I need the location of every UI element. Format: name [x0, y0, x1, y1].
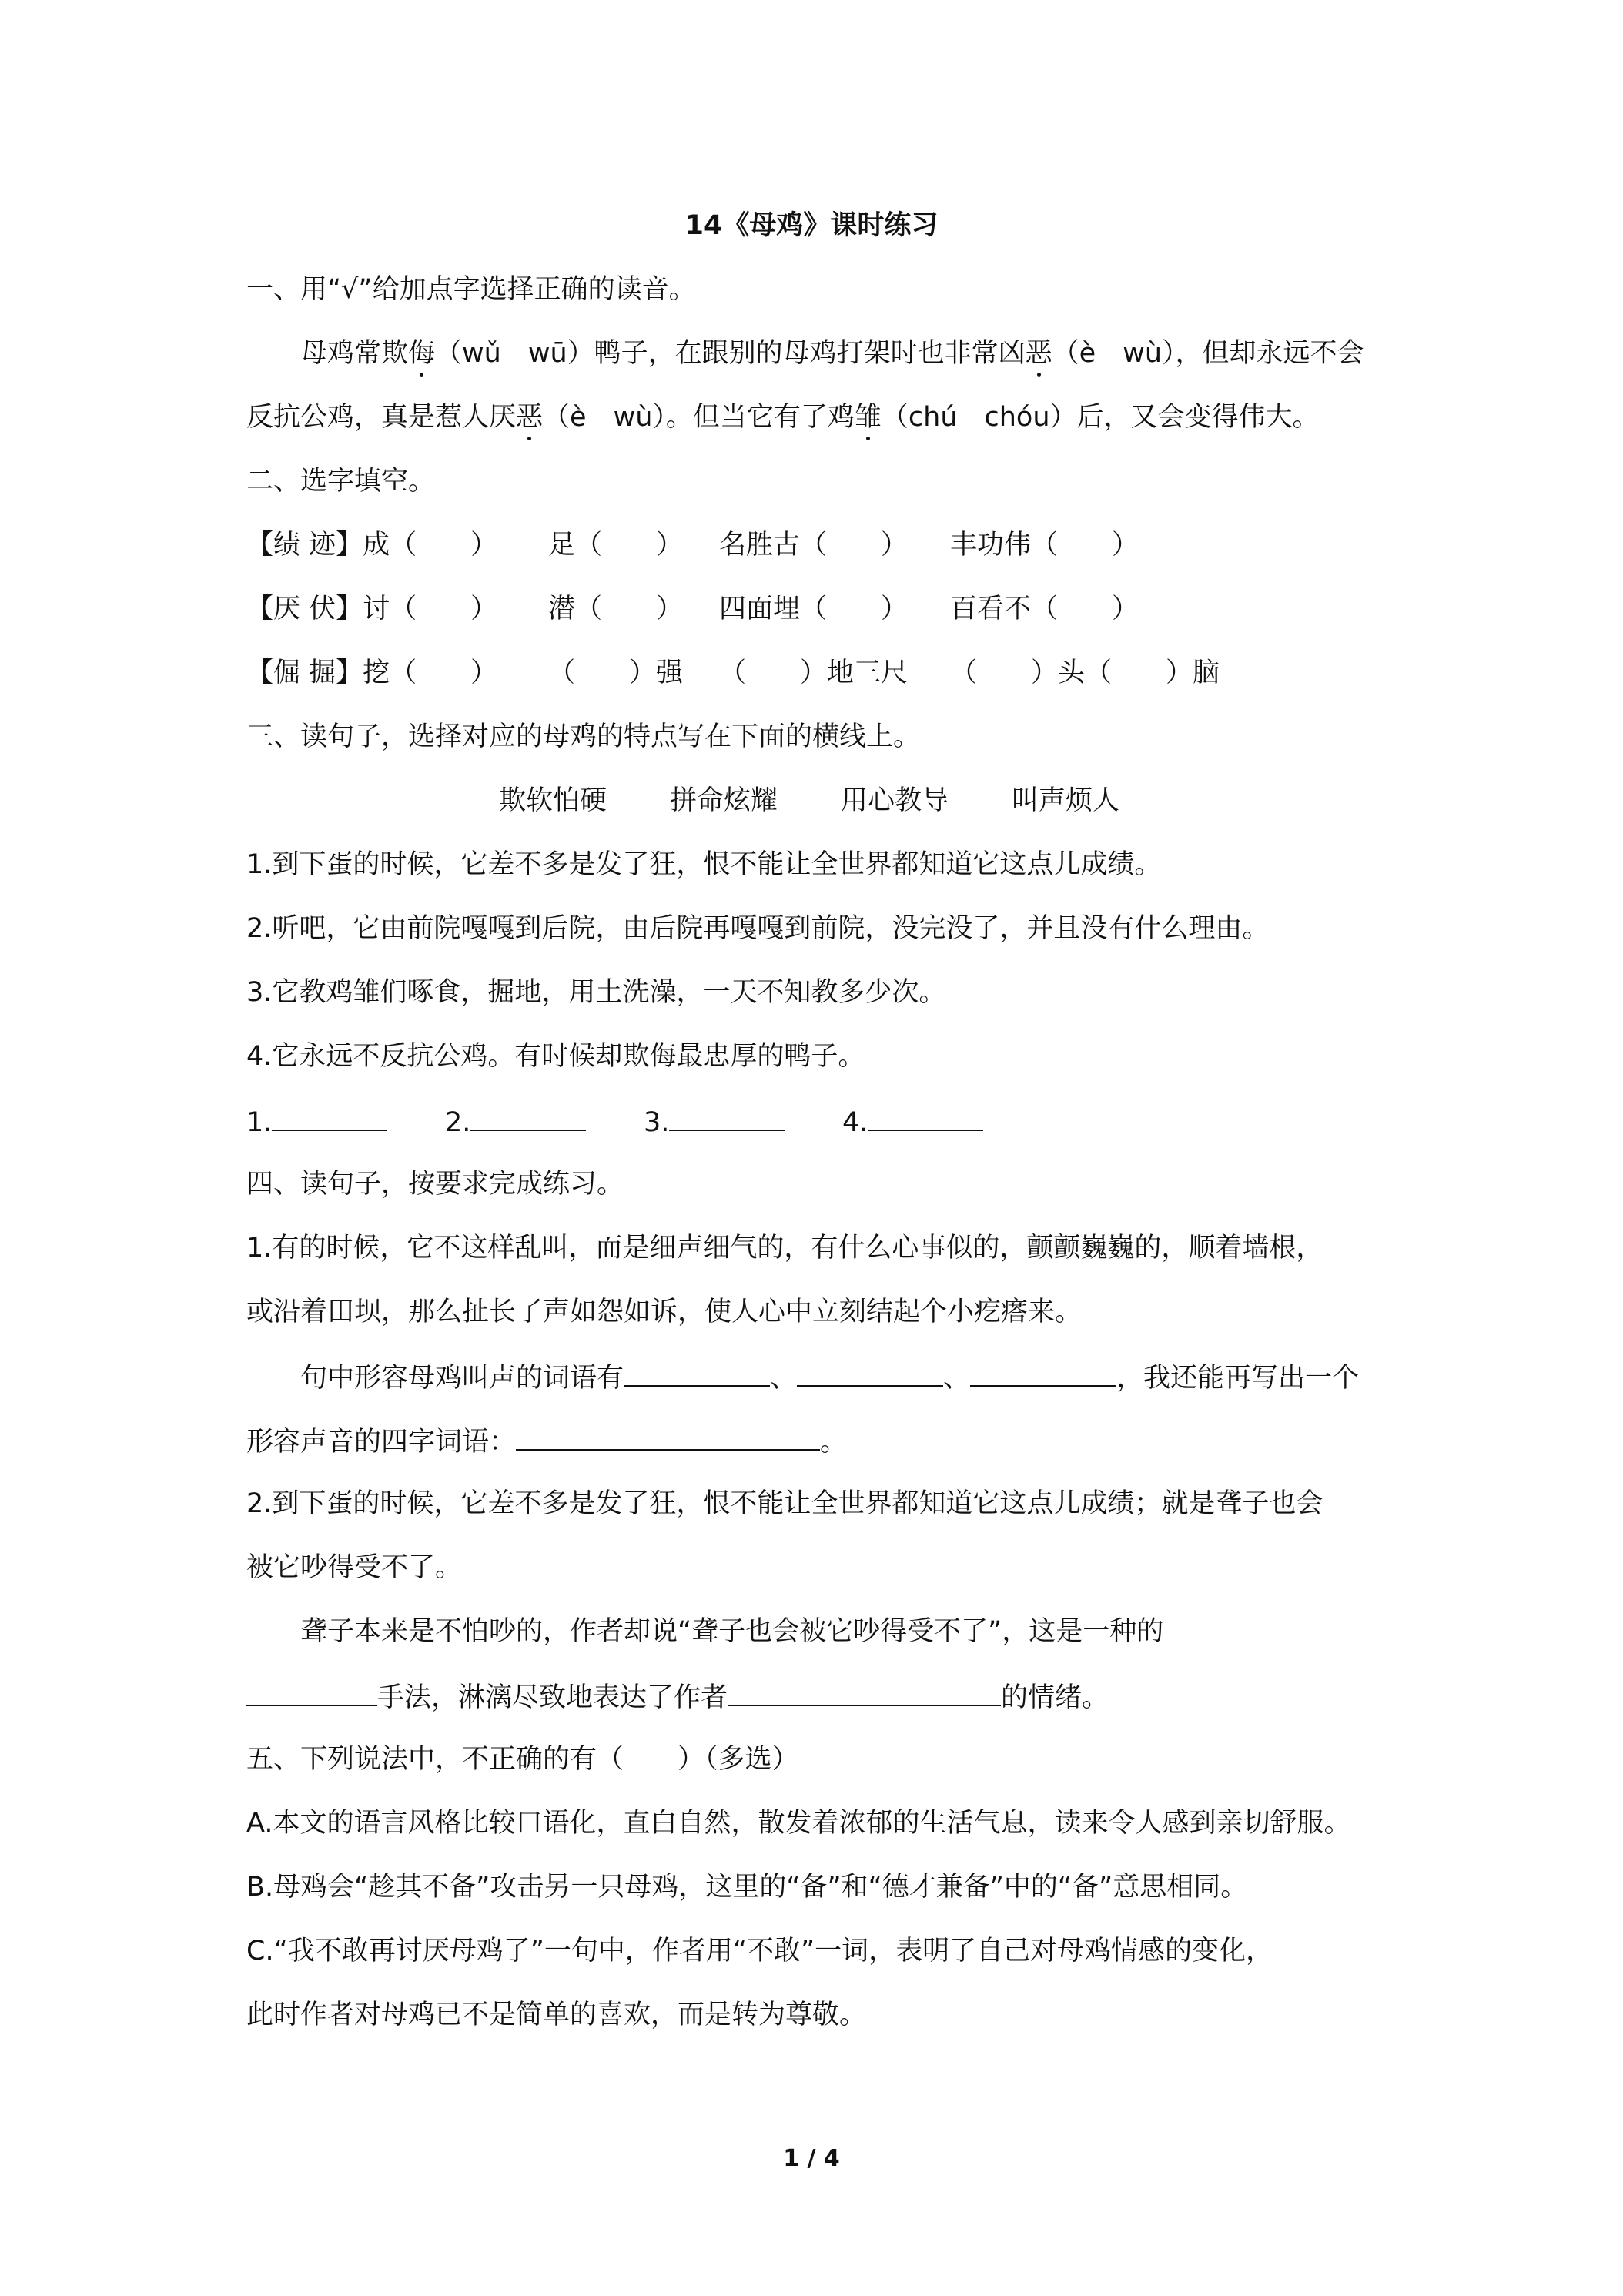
section-3-heading: 三、读句子，选择对应的母鸡的特点写在下面的横线上。	[246, 721, 921, 752]
fill-item: 【倔 掘】挖（ ）	[246, 658, 498, 688]
answer-blank[interactable]	[624, 1359, 770, 1387]
option-a: A.本文的语言风格比较口语化，直白自然，散发着浓郁的生活气息，读来令人感到亲切舒服。	[246, 1808, 1351, 1839]
fill-item: 【绩 迹】成（ ）	[246, 530, 498, 561]
answer-blank[interactable]	[797, 1359, 943, 1387]
option-c-line-1: C.“我不敢再讨厌母鸡了”一句中，作者用“不敢”一词，表明了自己对母鸡情感的变化，	[246, 1936, 1273, 1966]
answer-blank[interactable]	[669, 1103, 785, 1131]
answer-slot: 3.	[644, 1103, 785, 1140]
answer-blank[interactable]	[272, 1103, 387, 1131]
fill-item: 【厌 伏】讨（ ）	[246, 594, 498, 624]
answer-blank[interactable]	[470, 1103, 586, 1131]
fill-item: （ ）头（ ）脑	[950, 658, 1220, 688]
section-1-passage-line-2: 反抗公鸡，真是惹人厌恶（è wù）。但当它有了鸡雏（chú chóu）后，又会变得伟大。	[246, 402, 1320, 433]
section-4-q2-line-1: 2.到下蛋的时候，它差不多是发了狂，恨不能让全世界都知道它这点儿成绩；就是聋子也会	[246, 1488, 1323, 1519]
section-4-q2-prompt: 聋子本来是不怕吵的，作者却说“聋子也会被它吵得受不了”，这是一种的	[300, 1616, 1164, 1647]
answer-blank[interactable]	[970, 1359, 1116, 1387]
answer-blank[interactable]	[868, 1103, 983, 1131]
option-word: 用心教导	[841, 785, 949, 816]
worksheet-title: 14《母鸡》课时练习	[684, 210, 939, 241]
option-b: B.母鸡会“趁其不备”攻击另一只母鸡，这里的“备”和“德才兼备”中的“备”意思相同。	[246, 1872, 1248, 1903]
section-4-q1-answer-line-2: 形容声音的四字词语： 。	[246, 1423, 847, 1459]
option-c-line-2: 此时作者对母鸡已不是简单的喜欢，而是转为尊敬。	[246, 2000, 867, 2030]
section-1-heading: 一、用“√”给加点字选择正确的读音。	[246, 274, 696, 305]
answer-slot: 1.	[246, 1103, 387, 1140]
dotted-char: 雏	[854, 402, 882, 433]
section-2-heading: 二、选字填空。	[246, 466, 436, 497]
dotted-char: 侮	[408, 338, 436, 369]
answer-slot: 4.	[842, 1103, 983, 1140]
section-3-item: 4.它永远不反抗公鸡。有时候却欺侮最忠厚的鸭子。	[246, 1041, 865, 1072]
option-word: 欺软怕硬	[499, 785, 607, 816]
answer-blank[interactable]	[728, 1678, 1001, 1706]
section-4-q1-line-2: 或沿着田坝，那么扯长了声如怨如诉，使人心中立刻结起个小疙瘩来。	[246, 1297, 1083, 1327]
section-4-q1-line-1: 1.有的时候，它不这样乱叫，而是细声细气的，有什么心事似的，颤颤巍巍的，顺着墙根，	[246, 1233, 1323, 1263]
section-4-q2-answer-line: 手法，淋漓尽致地表达了作者 的情绪。	[246, 1678, 1109, 1715]
fill-item: 名胜古（ ）	[719, 530, 909, 561]
section-4-q1-answer-line: 句中形容母鸡叫声的词语有 、 、 ，我还能再写出一个	[300, 1359, 1359, 1395]
dotted-char: 恶	[516, 402, 544, 433]
fill-item: 潜（ ）	[548, 594, 684, 624]
fill-item: （ ）强	[548, 658, 684, 688]
answer-slot: 2.	[445, 1103, 586, 1140]
section-3-item: 3.它教鸡雏们啄食，掘地，用土洗澡，一天不知教多少次。	[246, 977, 946, 1008]
section-5-heading: 五、下列说法中，不正确的有（ ）（多选）	[246, 1744, 799, 1775]
section-4-heading: 四、读句子，按要求完成练习。	[246, 1169, 624, 1200]
fill-item: 四面埋（ ）	[719, 594, 909, 624]
fill-item: 丰功伟（ ）	[950, 530, 1139, 561]
page-number: 1 / 4	[783, 2145, 840, 2172]
dotted-char: 恶	[1025, 338, 1052, 369]
fill-item: 百看不（ ）	[950, 594, 1139, 624]
option-word: 叫声烦人	[1012, 785, 1120, 816]
option-word: 拼命炫耀	[670, 785, 778, 816]
answer-blank[interactable]	[516, 1423, 820, 1451]
fill-item: 足（ ）	[548, 530, 684, 561]
section-1-passage-line-1: 母鸡常欺侮（wǔ wū）鸭子，在跟别的母鸡打架时也非常凶恶（è wù），但却永远不会	[300, 338, 1364, 369]
section-3-item: 2.听吧，它由前院嘎嘎到后院，由后院再嘎嘎到前院，没完没了，并且没有什么理由。	[246, 913, 1270, 944]
section-4-q2-line-2: 被它吵得受不了。	[246, 1552, 463, 1583]
fill-item: （ ）地三尺	[719, 658, 909, 688]
answer-blank[interactable]	[246, 1678, 377, 1706]
section-3-item: 1.到下蛋的时候，它差不多是发了狂，恨不能让全世界都知道它这点儿成绩。	[246, 849, 1162, 880]
